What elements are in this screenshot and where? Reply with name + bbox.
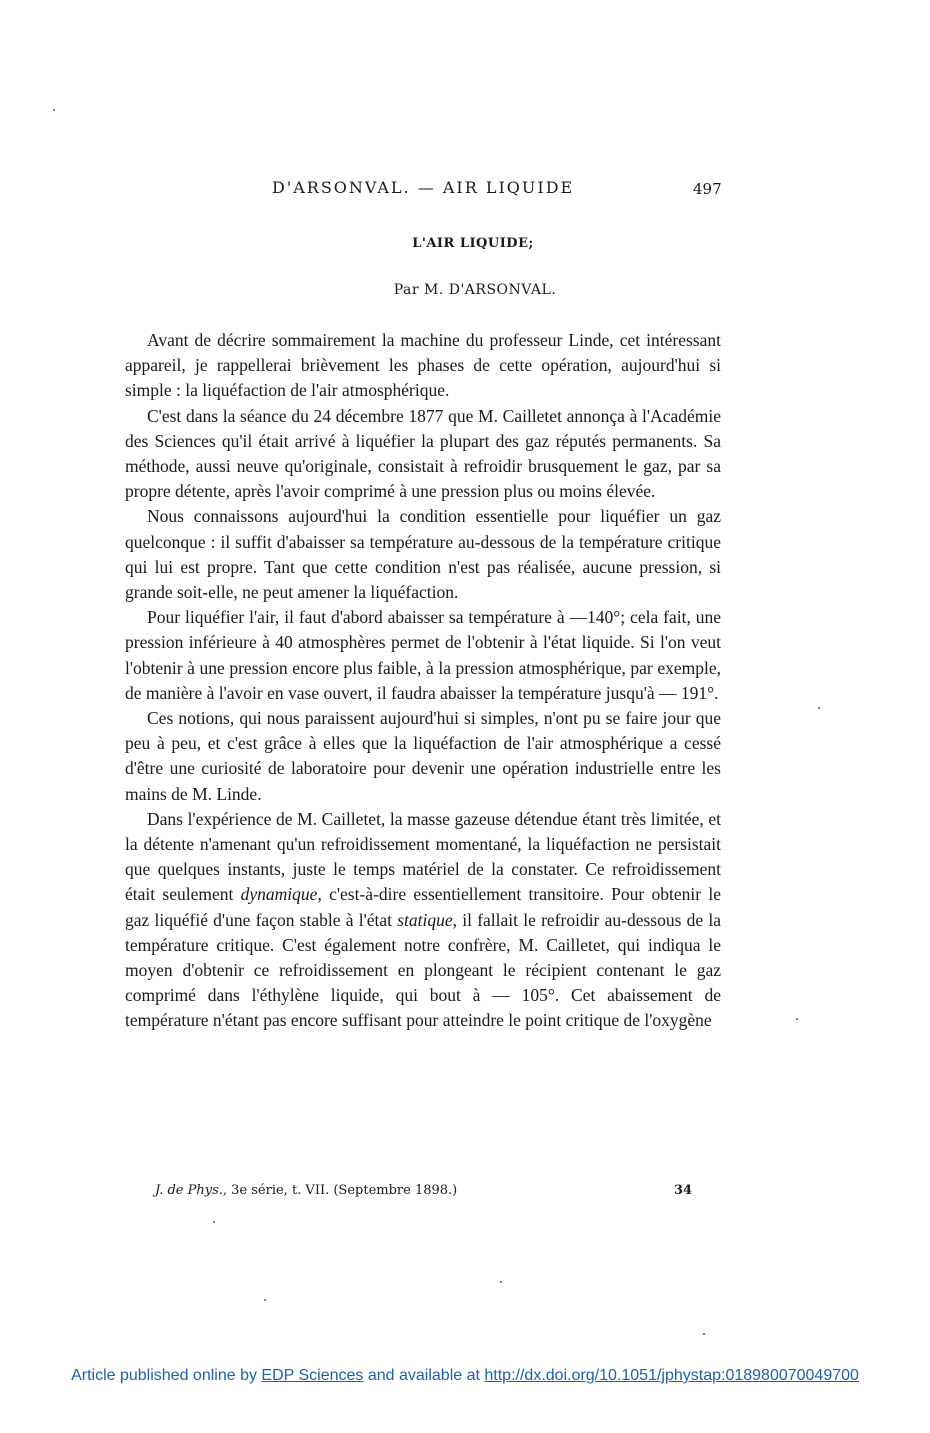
doi-link[interactable]: http://dx.doi.org/10.1051/jphystap:018980070049700: [484, 1367, 859, 1384]
scan-speck: [500, 1281, 502, 1283]
article-body: [125, 328, 721, 1034]
paragraph-6: [125, 807, 721, 1034]
emphasis-dynamique: dynamique: [240, 884, 318, 905]
paragraph-6-text-c: , il fallait le refroidir au-dessous de la température critique. C'est également notre confrère, M. Cailletet, qui indiqua le moyen d'obtenir ce refroidissement en plongeant le récipient contenant le gaz comprimé dans l'éthylène liquide, qui bout à — 105°. Cet abaissement de température n'étant pas encore suffisant pour atteindre le point critique de l'oxygène: [125, 909, 721, 1031]
scan-speck: [213, 1221, 215, 1223]
paragraph-1: Avant de décrire sommairement la machine du professeur Linde, cet intéressant appareil, je rappellerai brièvement les phases de cette opération, aujourd'hui si simple : la liquéfaction de l'air atmosphérique.: [125, 330, 721, 401]
paragraph-3: Nous connaissons aujourd'hui la condition essentielle pour liquéfier un gaz quelconque : il suffit d'abaisser sa température au-dessous de la température critique qui lui est propre. Tant que cette condition n'est pas réalisée, aucune pression, si grande soit-elle, ne peut amener la liquéfaction.: [125, 506, 721, 603]
paragraph-6-text-b: , c'est-à-dire essentiellement transitoire. Pour obtenir le gaz liquéfié d'une façon stable à l'état: [125, 884, 722, 930]
publisher-prefix: Article published online by: [71, 1367, 262, 1384]
page-number: 497: [693, 180, 722, 198]
running-head: D'ARSONVAL. — AIR LIQUIDE: [272, 178, 575, 197]
paragraph-5: Ces notions, qui nous paraissent aujourd'hui si simples, n'ont pu se faire jour que peu à peu, et c'est grâce à elles que la liquéfaction de l'air atmosphérique a cessé d'être une curiosité de laboratoire pour devenir une opération industrielle entre les mains de M. Linde.: [125, 708, 721, 804]
article-title: L'AIR LIQUIDE;: [412, 236, 534, 251]
scan-speck: [264, 1299, 266, 1301]
paragraph-2: C'est dans la séance du 24 décembre 1877 que M. Cailletet annonça à l'Académie des Sciences qu'il était arrivé à liquéfier la plupart des gaz réputés permanents. Sa méthode, aussi neuve qu'originale, consistait à refroidir brusquement le gaz, par sa propre détente, après l'avoir comprimé à une pression plus ou moins élevée.: [125, 405, 721, 502]
paragraph-6-text-a: Dans l'expérience de M. Cailletet, la masse gazeuse détendue étant très limitée, et la détente n'amenant qu'un refroidissement momentané, la liquéfaction ne persistait que quelques instants, juste le temps matériel de la constater. Ce refroidissement était seulement: [125, 808, 721, 905]
journal-abbrev: J. de Phys.: [155, 1183, 223, 1198]
publisher-notice: [0, 1367, 930, 1385]
journal-volume-info: , 3e série, t. VII. (Septembre 1898.): [222, 1183, 458, 1198]
author-byline: Par M. D'ARSONVAL.: [393, 282, 557, 298]
paragraph-4: Pour liquéfier l'air, il faut d'abord abaisser sa température à —140°; cela fait, une pression inférieure à 40 atmosphères permet de l'obtenir à l'état liquide. Si l'on veut l'obtenir à une pression encore plus faible, à la pression atmosphérique, par exemple, de manière à l'avoir en vase ouvert, il faudra abaisser la température jusqu'à — 191°.: [125, 607, 721, 703]
journal-citation: [155, 1183, 457, 1198]
scan-speck: [818, 707, 820, 709]
scan-speck: [796, 1018, 798, 1020]
scan-speck: [703, 1333, 705, 1335]
sheet-number: 34: [674, 1183, 693, 1198]
edp-sciences-link[interactable]: EDP Sciences: [261, 1367, 364, 1384]
emphasis-statique: statique: [397, 909, 453, 930]
scan-speck: [53, 109, 55, 111]
publisher-middle: and available at: [363, 1367, 485, 1384]
